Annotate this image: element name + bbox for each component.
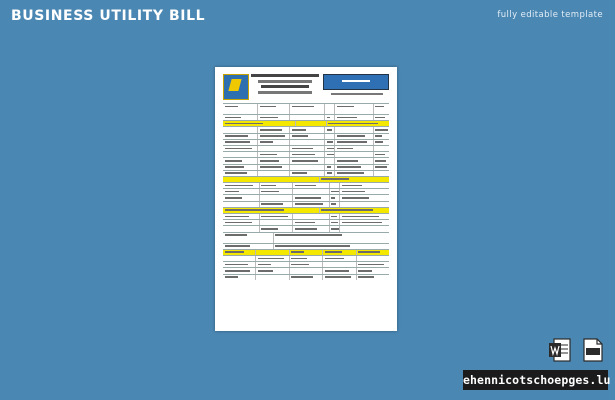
bill-table-row	[223, 255, 389, 261]
bill-table-cell	[330, 220, 341, 225]
bill-table-cell	[223, 189, 260, 194]
bill-table-row	[223, 201, 389, 207]
bill-table-cell	[296, 121, 327, 126]
bill-table-cell	[290, 127, 325, 132]
bill-table-cell	[258, 171, 290, 176]
bill-table-cell	[335, 104, 373, 114]
bill-table-cell	[223, 115, 258, 120]
bill-table-row	[223, 219, 389, 225]
bill-table-cell	[260, 214, 293, 219]
bill-table-cell	[357, 262, 389, 267]
bill-table-cell	[258, 104, 290, 114]
bill-table-cell	[327, 121, 389, 126]
bill-table-row	[223, 157, 389, 163]
bill-table-cell	[335, 140, 373, 145]
bill-table-cell	[223, 183, 260, 188]
bill-table-cell	[335, 146, 373, 151]
bill-table-cell	[223, 275, 256, 280]
bill-table-cell	[325, 146, 335, 151]
bill-table-cell	[340, 220, 389, 225]
bill-table-cell	[330, 195, 341, 200]
bill-table-row	[223, 213, 389, 219]
bill-table-cell	[260, 189, 293, 194]
bill-table-cell	[290, 262, 323, 267]
bill-table-cell	[258, 127, 290, 132]
bill-table-cell	[374, 140, 389, 145]
bill-table-cell	[325, 127, 335, 132]
brand-banner[interactable]: ehennicotschoepges.lu	[463, 370, 608, 390]
bill-table-row	[223, 139, 389, 145]
account-info-line	[331, 93, 383, 95]
bill-table-cell	[223, 158, 258, 163]
bill-table-cell	[223, 140, 258, 145]
utility-bill-document-preview	[215, 67, 397, 331]
bill-table-cell	[290, 140, 325, 145]
bill-table-cell	[335, 127, 373, 132]
bill-table-cell	[223, 268, 256, 273]
bill-table-cell	[340, 202, 389, 207]
bill-table-cell	[323, 268, 356, 273]
bill-table-row	[223, 103, 389, 114]
bill-table-cell	[293, 195, 330, 200]
bill-table-row	[223, 261, 389, 267]
bill-table-cell	[374, 134, 389, 139]
bill-table-cell	[335, 152, 373, 157]
bill-table-cell	[223, 152, 258, 157]
bill-table-cell	[293, 183, 330, 188]
bill-table-cell	[340, 195, 389, 200]
bill-table-cell	[323, 250, 356, 255]
bill-table-cell	[335, 171, 373, 176]
page-subtitle: fully editable template	[497, 10, 603, 20]
bill-table-cell	[223, 146, 258, 151]
bill-table-cell	[290, 165, 325, 170]
bill-table-cell	[258, 134, 290, 139]
bill-table-cell	[374, 152, 389, 157]
bill-table-cell	[340, 214, 389, 219]
bill-table-cell	[290, 256, 323, 261]
bill-table-cell	[330, 183, 341, 188]
bill-table-cell	[330, 202, 341, 207]
bill-table-cell	[256, 268, 289, 273]
bill-table-row	[223, 225, 389, 231]
bill-table-cell	[223, 250, 256, 255]
bill-table	[223, 103, 389, 280]
bill-table-cell	[223, 233, 274, 243]
bill-table-cell	[223, 208, 320, 213]
bill-table-cell	[325, 171, 335, 176]
bill-table-cell	[335, 158, 373, 163]
bill-table-cell	[223, 220, 260, 225]
bill-table-row	[223, 188, 389, 194]
bill-table-row	[223, 120, 389, 126]
bill-table-cell	[325, 104, 335, 114]
bill-table-row	[223, 114, 389, 120]
bill-table-cell	[260, 195, 293, 200]
bill-table-cell	[320, 208, 389, 213]
bill-table-cell	[256, 262, 289, 267]
bill-table-cell	[223, 177, 320, 182]
bill-table-cell	[223, 202, 260, 207]
bill-table-cell	[260, 220, 293, 225]
word-icon	[549, 338, 571, 362]
bill-table-cell	[357, 275, 389, 280]
bill-table-cell	[335, 134, 373, 139]
bill-table-row	[223, 164, 389, 170]
bill-table-cell	[325, 140, 335, 145]
bill-table-cell	[290, 134, 325, 139]
bill-table-cell	[323, 275, 356, 280]
bill-table-cell	[223, 214, 260, 219]
bill-table-row	[223, 232, 389, 243]
bill-table-cell	[258, 115, 290, 120]
bill-table-cell	[290, 158, 325, 163]
bill-table-row	[223, 267, 389, 273]
bill-table-cell	[223, 165, 258, 170]
bill-table-cell	[258, 152, 290, 157]
bill-table-cell	[323, 256, 356, 261]
bill-table-cell	[293, 189, 330, 194]
bill-table-cell	[223, 195, 260, 200]
bill-table-cell	[374, 104, 389, 114]
bill-table-cell	[290, 171, 325, 176]
company-info-lines	[251, 74, 319, 96]
bill-table-cell	[223, 226, 260, 231]
bill-table-cell	[357, 268, 389, 273]
bill-table-cell	[374, 171, 389, 176]
bill-table-cell	[325, 115, 335, 120]
page-title: BUSINESS UTILITY BILL	[11, 8, 206, 24]
bill-table-cell	[374, 115, 389, 120]
bill-table-cell	[323, 262, 356, 267]
bill-table-cell	[320, 177, 389, 182]
bill-table-row	[223, 249, 389, 255]
bill-table-row	[223, 170, 389, 176]
account-number-box	[323, 74, 389, 90]
bill-table-cell	[258, 146, 290, 151]
bill-table-cell	[223, 256, 256, 261]
pdf-icon	[583, 338, 603, 362]
bill-table-row	[223, 243, 389, 249]
bill-table-cell	[340, 226, 389, 231]
bill-table-row	[223, 176, 389, 182]
bill-table-row	[223, 133, 389, 139]
bill-table-cell	[274, 244, 390, 249]
bill-table-cell	[357, 250, 389, 255]
bill-table-cell	[223, 171, 258, 176]
bill-table-cell	[325, 134, 335, 139]
bill-table-cell	[330, 226, 341, 231]
bill-header	[223, 73, 389, 101]
bill-table-row	[223, 274, 389, 280]
bill-table-cell	[290, 275, 323, 280]
bill-table-cell	[258, 158, 290, 163]
bill-table-cell	[290, 115, 325, 120]
bill-table-row	[223, 194, 389, 200]
bill-table-cell	[335, 165, 373, 170]
bill-table-cell	[223, 244, 274, 249]
bill-table-cell	[260, 202, 293, 207]
bill-table-cell	[258, 140, 290, 145]
bill-table-cell	[290, 152, 325, 157]
bill-table-cell	[330, 189, 341, 194]
company-logo	[223, 74, 249, 100]
bill-table-cell	[260, 226, 293, 231]
bill-table-cell	[340, 183, 389, 188]
bill-table-cell	[374, 158, 389, 163]
bill-table-cell	[293, 202, 330, 207]
bill-table-row	[223, 182, 389, 188]
bill-table-cell	[223, 104, 258, 114]
bill-table-row	[223, 126, 389, 132]
bill-table-cell	[290, 268, 323, 273]
bill-table-cell	[357, 256, 389, 261]
bill-table-cell	[325, 158, 335, 163]
bill-table-cell	[335, 115, 373, 120]
bill-table-cell	[325, 152, 335, 157]
bill-table-row	[223, 151, 389, 157]
bill-table-cell	[223, 121, 296, 126]
bill-table-cell	[374, 165, 389, 170]
bill-table-cell	[256, 250, 289, 255]
bill-table-cell	[325, 165, 335, 170]
bill-table-cell	[290, 104, 325, 114]
bill-table-cell	[256, 275, 289, 280]
bill-table-cell	[340, 189, 389, 194]
bill-table-cell	[256, 256, 289, 261]
bill-table-cell	[374, 127, 389, 132]
bill-table-row	[223, 207, 389, 213]
bill-table-cell	[293, 220, 330, 225]
bill-table-cell	[258, 165, 290, 170]
bill-table-cell	[223, 127, 258, 132]
bill-table-cell	[293, 226, 330, 231]
bill-table-cell	[293, 214, 330, 219]
bill-table-cell	[260, 183, 293, 188]
bill-table-cell	[330, 214, 341, 219]
bill-table-cell	[290, 250, 323, 255]
bill-table-row	[223, 145, 389, 151]
bill-table-cell	[290, 146, 325, 151]
bill-table-cell	[274, 233, 390, 243]
bill-table-cell	[374, 146, 389, 151]
bill-table-cell	[223, 134, 258, 139]
bill-table-cell	[223, 262, 256, 267]
